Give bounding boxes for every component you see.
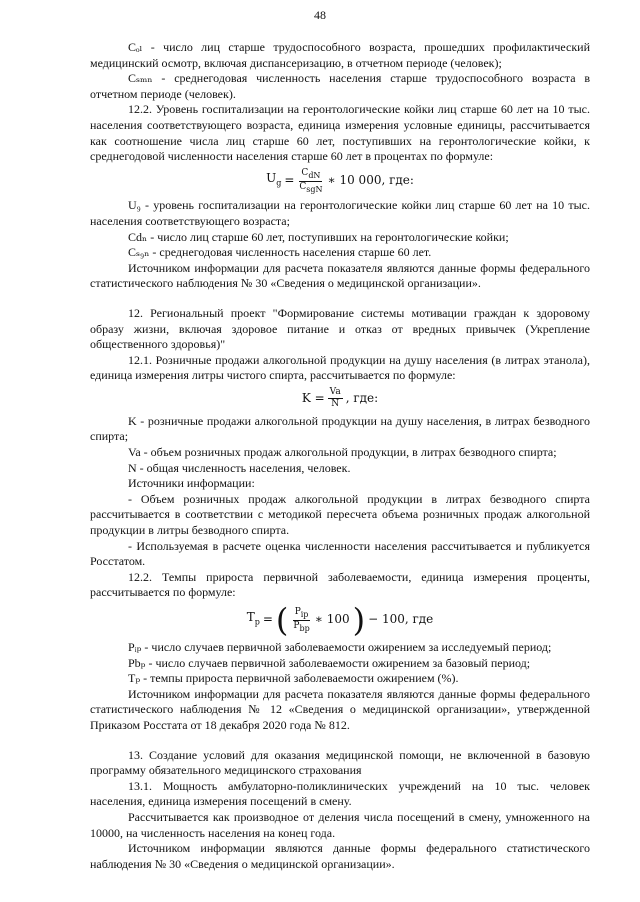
paragraph: Cdₙ - число лиц старше 60 лет, поступивших на геронтологические койки; (128, 229, 509, 244)
paragraph: U₉ - уровень госпитализации на геронтологические койки лиц старше 60 лет на 10 тыс. населения соответствующего возраста; (90, 198, 590, 228)
formula-fraction-den-base: N (331, 398, 340, 409)
formula-alcohol (90, 387, 590, 410)
formula-fraction (297, 168, 324, 195)
formula-tail: − 100, где (368, 612, 434, 627)
formula-lhs (247, 610, 260, 630)
formula-growth-rate (90, 601, 590, 639)
formula-hospitalization: $U_g$ = $\frac{C_{dN}}{C_{sgN}}$ ∗ 10 000, где: (266, 167, 414, 194)
paragraph: Источником информации для расчета показателя являются данные формы федерального статистического наблюдения № 30 «Сведения о медицинской организации». (90, 260, 590, 291)
formula-fraction-denominator (297, 182, 324, 195)
paragraph: N - общая численность населения, человек. (128, 460, 351, 475)
formula-lhs: K = (301, 390, 325, 405)
formula-equals: = (262, 612, 273, 627)
formula-fraction-num-sub: ip (300, 609, 309, 619)
formula-fraction-num-sub: dN (308, 170, 321, 180)
formula-fraction-den-sub: sgN (306, 184, 323, 194)
paragraph: Cₛ₉ₙ - среднегодовая численность населения старше 60 лет. (128, 245, 432, 260)
formula-tail: , где: (345, 390, 379, 405)
formula-lhs-base: U (266, 171, 277, 186)
paragraph: 12.2. Темпы прироста первичной заболеваемости, единица измерения проценты, рассчитывается по формуле: (90, 569, 590, 600)
page-number: 48 (314, 8, 326, 22)
formula-fraction-num-base: P (294, 606, 301, 617)
formula-tail: ∗ 10 000, где: (327, 173, 414, 188)
open-paren: ( (275, 601, 289, 639)
paragraph: Cₛₘₙ - среднегодовая численность населения старше трудоспособного возраста в отчетном периоде (человек). (90, 71, 590, 101)
formula-lhs-sub: p (254, 617, 260, 627)
formula-fraction-den-base: P (293, 620, 300, 631)
formula-fraction-num-base: C (301, 167, 309, 178)
paragraph: Va - объем розничных продаж алкогольной продукции, в литрах безводного спирта; (128, 445, 557, 460)
paragraph: - Объем розничных продаж алкогольной продукции в литрах безводного спирта рассчитывается в соответствии с методикой пересчета объема розничных продаж алкогольной продукции в литры безводного спирта. (90, 491, 590, 538)
paragraph: Tₚ - темпы прироста первичной заболеваемости ожирением (%). (128, 671, 459, 686)
paragraph: Источником информации являются данные формы федерального статистического наблюдения № 30 «Сведения о медицинской организации». (90, 841, 590, 871)
formula-fraction-numerator (293, 607, 311, 621)
document-body (90, 40, 590, 872)
paragraph: 12. Региональный проект "Формирование системы мотивации граждан к здоровому образу жизни, включая здоровое питание и отказ от вредных привычек (Укрепление общественного здоровья)" (90, 305, 590, 352)
formula-fraction-den-base: C (299, 181, 307, 192)
formula-fraction-numerator (299, 168, 322, 182)
formula-fraction-denominator (329, 399, 341, 410)
formula-lhs (266, 171, 281, 191)
formula-fraction-num-base: Va (329, 386, 341, 397)
formula-fraction (328, 387, 343, 410)
paragraph: 12.2. Уровень госпитализации на геронтологические койки лиц старше 60 лет на 10 тыс. населения соответствующего возраста, единица измерения условные единицы, рассчитывается как соотношение числа лиц старше 60 лет, поступивших на геронтологические койки, к среднегодовой численности населения старше 60 лет в процентах по формуле: (90, 102, 590, 164)
paragraph: Cₒₗ - число лиц старше трудоспособного возраста, прошедших профилактический медицинский осмотр, включая диспансеризацию, в отчетном периоде (человек); (90, 40, 590, 70)
paragraph: K - розничные продажи алкогольной продукции на душу населения, в литрах безводного спирта; (90, 413, 590, 444)
paragraph: 12.1. Розничные продажи алкогольной продукции на душу населения (в литрах этанола), единица измерения литры чистого спирта, рассчитывается по формуле: (90, 352, 590, 383)
formula-fraction-numerator (328, 387, 343, 399)
paragraph: 13. Создание условий для оказания медицинской помощи, не включенной в базовую программу обязательного медицинского страхования (90, 747, 590, 778)
formula-lhs-sub: g (276, 178, 282, 188)
paragraph: Источники информации: (128, 476, 255, 491)
paragraph: Источником информации для расчета показателя являются данные формы федерального статистического наблюдения № 12 «Сведения о медицинской организации», утвержденной Приказом Росстата от 18 декабря 2020 года № 812. (90, 686, 590, 732)
formula-mid: ∗ 100 (314, 612, 350, 627)
formula-fraction-den-sub: bp (299, 623, 310, 633)
section-gap (90, 734, 590, 748)
paragraph: Рассчитывается как производное от деления числа посещений в смену, умноженного на 10000, на численность населения на конец года. (90, 809, 590, 840)
close-paren: ) (352, 601, 366, 639)
formula-lhs-base: T (246, 610, 255, 624)
section-gap (90, 292, 590, 306)
paragraph: Pᵢₚ - число случаев первичной заболеваемости ожирением за исследуемый период; (128, 640, 552, 654)
paragraph: - Используемая в расчете оценка численности населения рассчитывается и публикуется Росстатом. (90, 538, 590, 569)
paragraph: 13.1. Мощность амбулаторно-поликлинических учреждений на 10 тыс. человек населения, единица измерения посещений в смену. (90, 778, 590, 809)
formula-fraction (291, 607, 311, 634)
paragraph: Pbₚ - число случаев первичной заболеваемости ожирением за базовый период; (128, 655, 531, 670)
formula-fraction-denominator (291, 621, 311, 634)
